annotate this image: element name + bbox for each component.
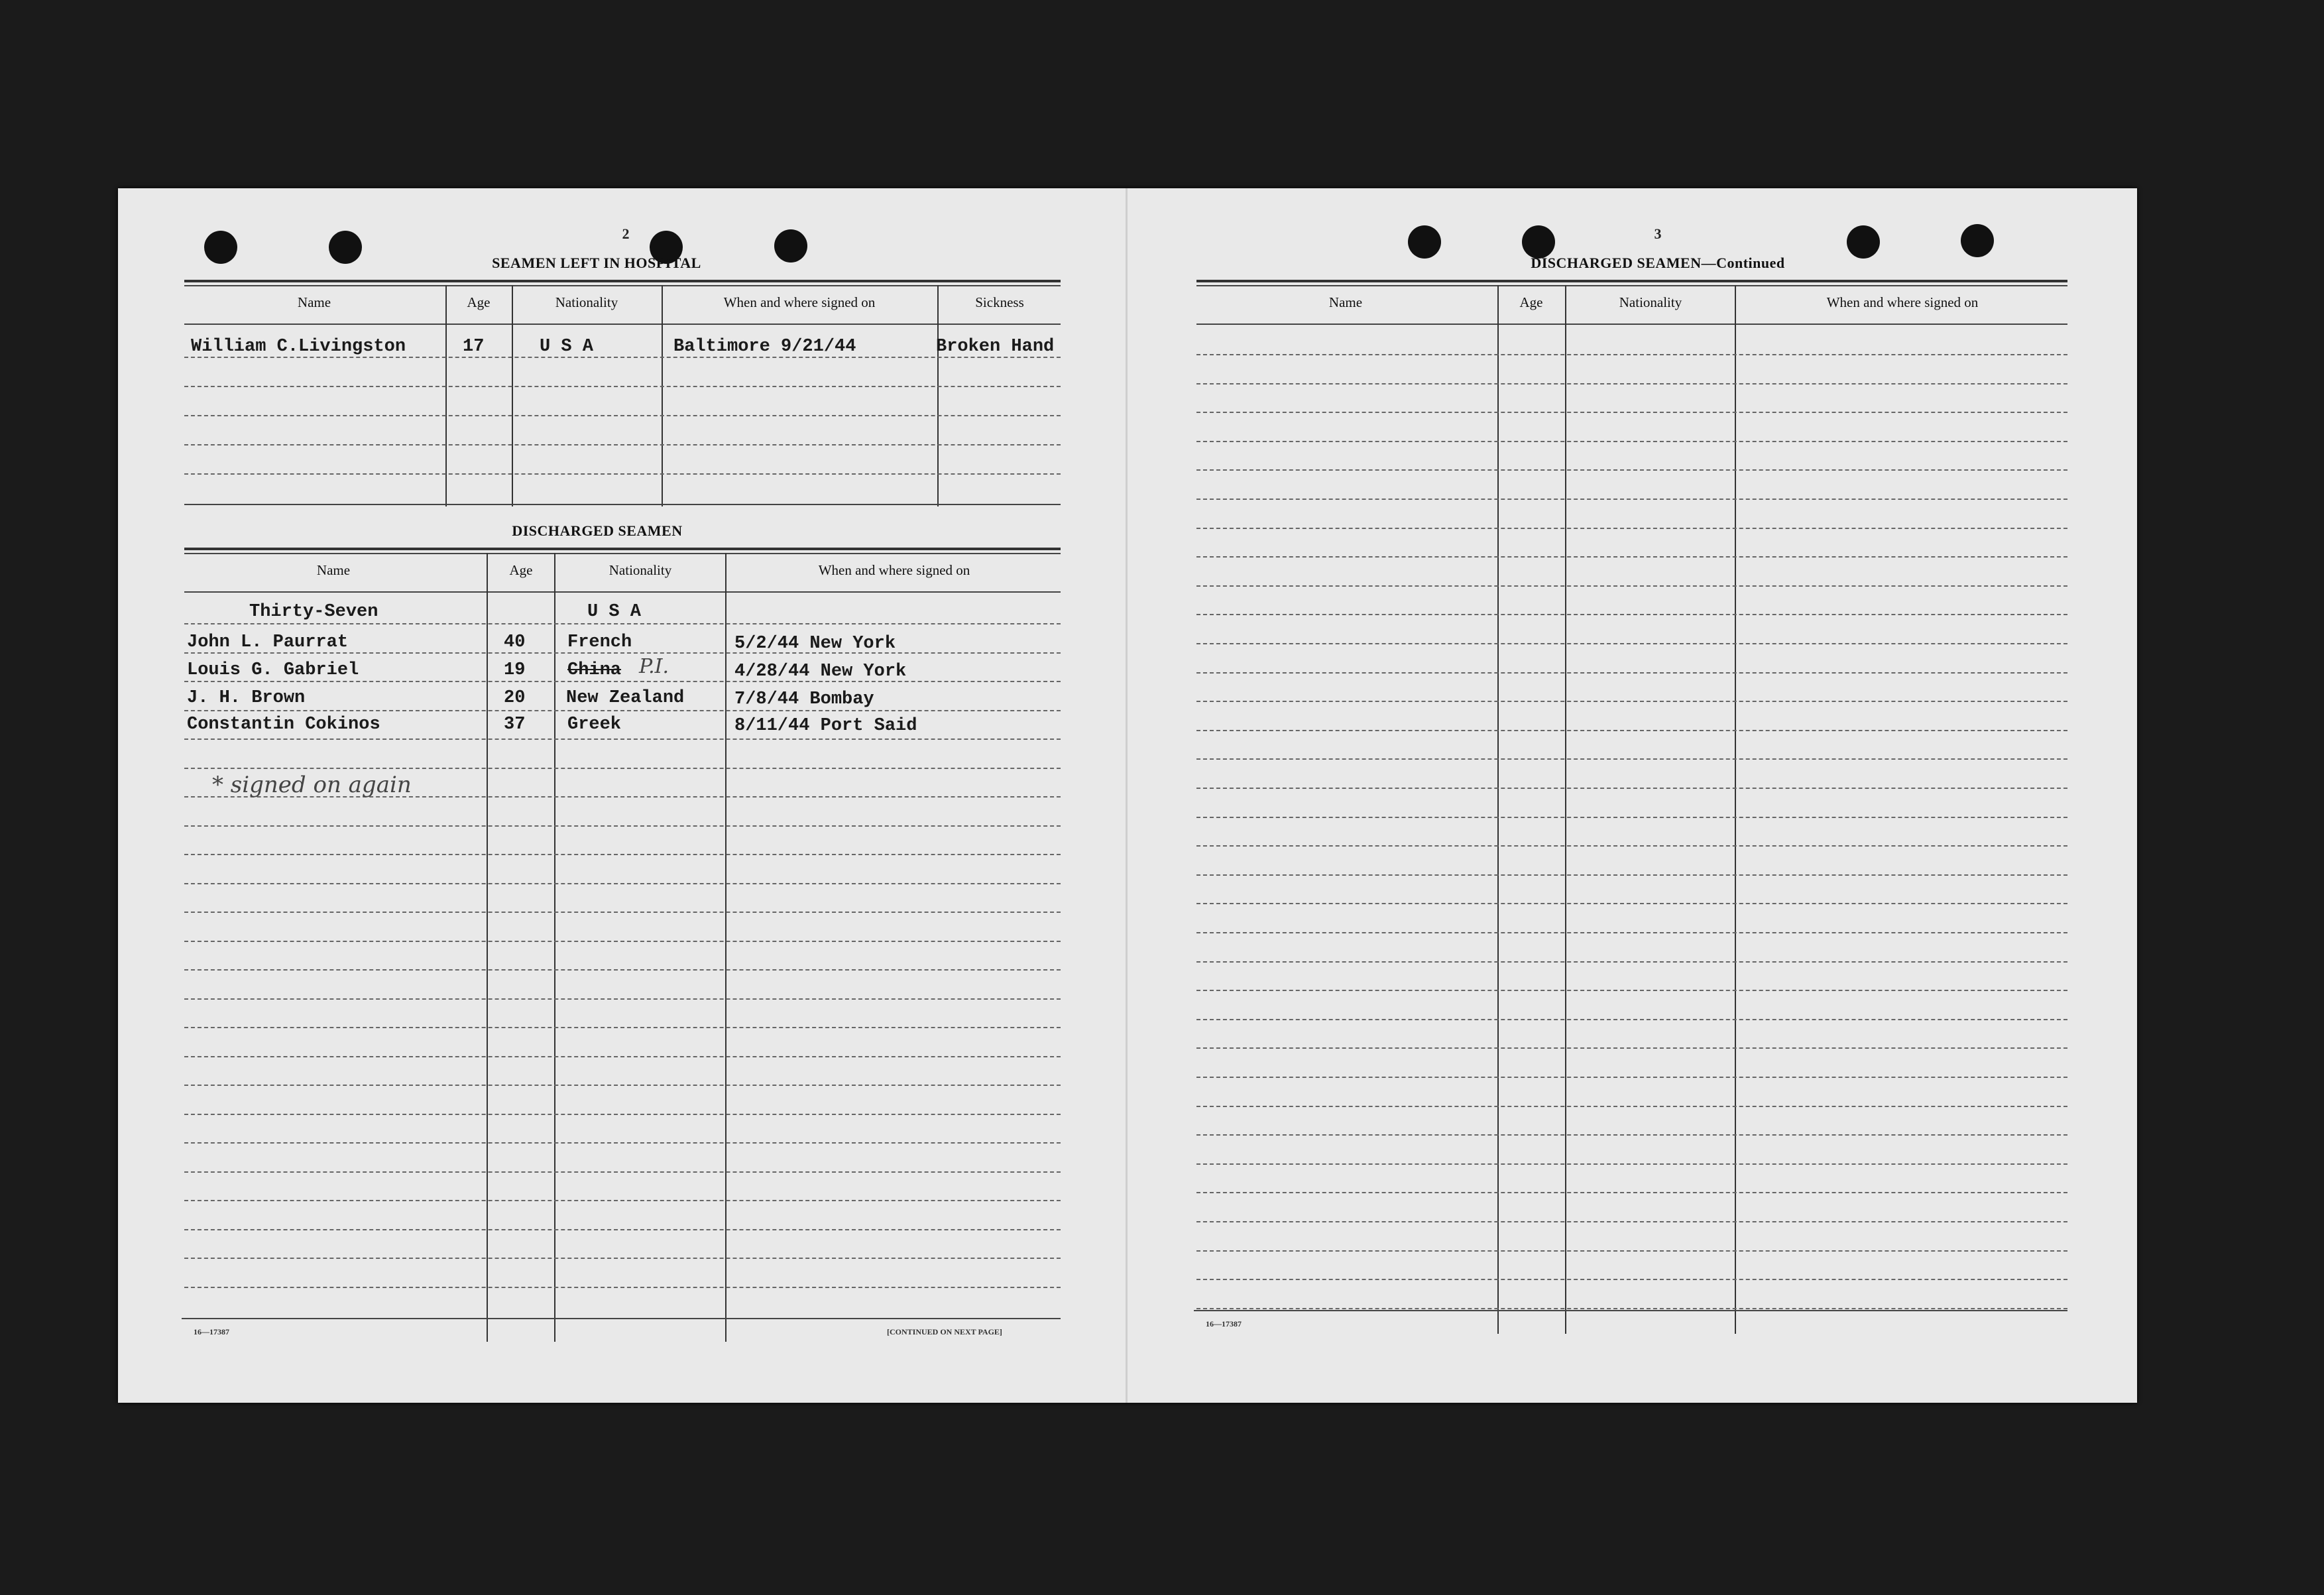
ruled-line (184, 738, 1061, 740)
ruled-line (184, 854, 1061, 855)
discharged-row-name: Louis G. Gabriel (187, 660, 359, 680)
discharged-row-nationality: French (567, 632, 632, 652)
discharged-row-signed-on: 8/11/44 Port Said (734, 716, 917, 736)
left-page (118, 188, 1126, 1403)
discharged-continued-title: DISCHARGED SEAMEN—Continued (1531, 255, 1785, 271)
discharged-row-name: John L. Paurrat (187, 632, 349, 652)
ruled-line (1196, 903, 2067, 904)
hospital-row-nationality: U S A (540, 337, 594, 357)
ruled-line (184, 1142, 1061, 1144)
discharged-row-age: 40 (504, 632, 526, 652)
ruled-line (184, 444, 1061, 445)
right-divider (1497, 285, 1499, 1334)
ruled-line (1196, 1019, 2067, 1020)
ruled-line (184, 681, 1061, 682)
discharged-col-age: Age (509, 562, 533, 578)
hospital-col-age: Age (467, 294, 491, 310)
ruled-line (1196, 1163, 2067, 1165)
ruled-line (184, 825, 1061, 827)
ruled-line (1196, 1250, 2067, 1252)
right-top-rule (1196, 280, 2067, 282)
ruled-line (184, 1287, 1061, 1288)
ruled-line (1196, 556, 2067, 558)
discharged-row-nationality: New Zealand (566, 688, 685, 708)
discharged-divider (554, 553, 555, 1342)
continued-note: [CONTINUED ON NEXT PAGE] (887, 1327, 1002, 1336)
discharged-row-age: 20 (504, 688, 526, 708)
ruled-line (1196, 1308, 2067, 1309)
ruled-line (1196, 1192, 2067, 1193)
discharged-row-age: 37 (504, 715, 526, 735)
ruled-line (1196, 1279, 2067, 1280)
right-col-name: Name (1328, 294, 1363, 310)
hospital-row-name: William C.Livingston (191, 337, 406, 357)
ruled-line (184, 1200, 1061, 1201)
discharged-row-name: J. H. Brown (187, 688, 306, 708)
ruled-line (1196, 1047, 2067, 1049)
hospital-col-name: Name (297, 294, 331, 310)
discharged-bottom-rule (182, 1318, 1061, 1319)
ruled-line (1196, 469, 2067, 471)
ruled-line (184, 415, 1061, 416)
ruled-line (184, 998, 1061, 1000)
ruled-line (184, 710, 1061, 711)
ruled-line (184, 1027, 1061, 1028)
ruled-line (1196, 499, 2067, 500)
hospital-row-sickness: Broken Hand (936, 337, 1055, 357)
ruled-line (184, 357, 1061, 358)
hospital-row-age: 17 (463, 337, 485, 357)
right-divider (1565, 285, 1566, 1334)
register-sheet (118, 188, 2137, 1403)
ruled-line (184, 912, 1061, 913)
ruled-line (1196, 701, 2067, 702)
discharged-section-title: DISCHARGED SEAMEN (512, 522, 683, 539)
right-bottom-rule (1194, 1310, 2067, 1311)
ruled-line (1196, 1106, 2067, 1107)
ruled-line (184, 768, 1061, 769)
right-col-age: Age (1519, 294, 1543, 310)
ruled-line (1196, 643, 2067, 644)
right-col-signed-on: When and where signed on (1826, 294, 1979, 310)
ruled-line (1196, 788, 2067, 789)
hospital-bottom-rule (184, 504, 1061, 505)
ruled-line (184, 623, 1061, 624)
discharged-col-signed-on: When and where signed on (818, 562, 970, 578)
discharged-header-bottom-rule (184, 591, 1061, 593)
ruled-line (1196, 730, 2067, 731)
ruled-line (184, 969, 1061, 971)
ruled-line (184, 941, 1061, 942)
handwritten-annotation: * signed on again (212, 772, 412, 798)
ruled-line (184, 1056, 1061, 1057)
discharged-row-name: Constantin Cokinos (187, 715, 380, 735)
ruled-line (1196, 817, 2067, 818)
ruled-line (1196, 932, 2067, 933)
ruled-line (184, 1258, 1061, 1259)
discharged-col-nationality: Nationality (609, 562, 672, 578)
ruled-line (1196, 585, 2067, 587)
ruled-line (184, 386, 1061, 387)
right-page (1128, 188, 2137, 1403)
discharged-divider (487, 553, 488, 1342)
discharged-summary-name: Thirty-Seven (249, 602, 378, 622)
hospital-col-signed-on: When and where signed on (723, 294, 876, 310)
discharged-row-nationality: China (567, 660, 622, 680)
form-number: 16—17387 (194, 1327, 229, 1336)
discharged-col-name: Name (316, 562, 351, 578)
ruled-line (1196, 528, 2067, 529)
page-number: 2 (622, 225, 630, 242)
ruled-line (1196, 614, 2067, 615)
hospital-header-rule (184, 285, 1061, 286)
hospital-col-sickness: Sickness (975, 294, 1024, 310)
ruled-line (1196, 1221, 2067, 1222)
ruled-line (1196, 990, 2067, 991)
discharged-row-signed-on: 7/8/44 Bombay (734, 689, 874, 709)
hospital-top-rule (184, 280, 1061, 282)
ruled-line (184, 1229, 1061, 1230)
discharged-row-age: 19 (504, 660, 526, 680)
discharged-row-signed-on: 4/28/44 New York (734, 662, 907, 681)
ruled-line (184, 473, 1061, 475)
ruled-line (184, 1171, 1061, 1173)
ruled-line (1196, 383, 2067, 384)
ruled-line (1196, 961, 2067, 963)
right-header-rule (1196, 285, 2067, 286)
hospital-col-nationality: Nationality (555, 294, 618, 310)
discharged-top-rule (184, 548, 1061, 550)
form-number: 16—17387 (1206, 1319, 1242, 1329)
ruled-line (1196, 1077, 2067, 1078)
discharged-row-signed-on: 5/2/44 New York (734, 634, 896, 654)
page-number: 3 (1654, 225, 1662, 242)
hospital-row-signed-on: Baltimore 9/21/44 (673, 337, 856, 357)
nationality-handwritten-note: P.I. (639, 655, 669, 678)
right-divider (1735, 285, 1736, 1334)
ruled-line (1196, 845, 2067, 847)
ruled-line (1196, 1134, 2067, 1136)
right-col-nationality: Nationality (1619, 294, 1682, 310)
right-header-bottom-rule (1196, 324, 2067, 325)
ruled-line (1196, 412, 2067, 413)
discharged-summary-nationality: U S A (587, 602, 642, 622)
discharged-divider (725, 553, 726, 1342)
hospital-header-bottom-rule (184, 324, 1061, 325)
ruled-line (1196, 874, 2067, 876)
hospital-section-title: SEAMEN LEFT IN HOSPITAL (492, 255, 701, 271)
discharged-row-nationality: Greek (567, 715, 622, 735)
ruled-line (1196, 354, 2067, 355)
ruled-line (184, 883, 1061, 884)
ruled-line (184, 1085, 1061, 1086)
ruled-line (184, 1114, 1061, 1115)
ruled-line (1196, 441, 2067, 442)
ruled-line (1196, 672, 2067, 674)
ruled-line (1196, 758, 2067, 760)
discharged-header-rule (184, 553, 1061, 554)
